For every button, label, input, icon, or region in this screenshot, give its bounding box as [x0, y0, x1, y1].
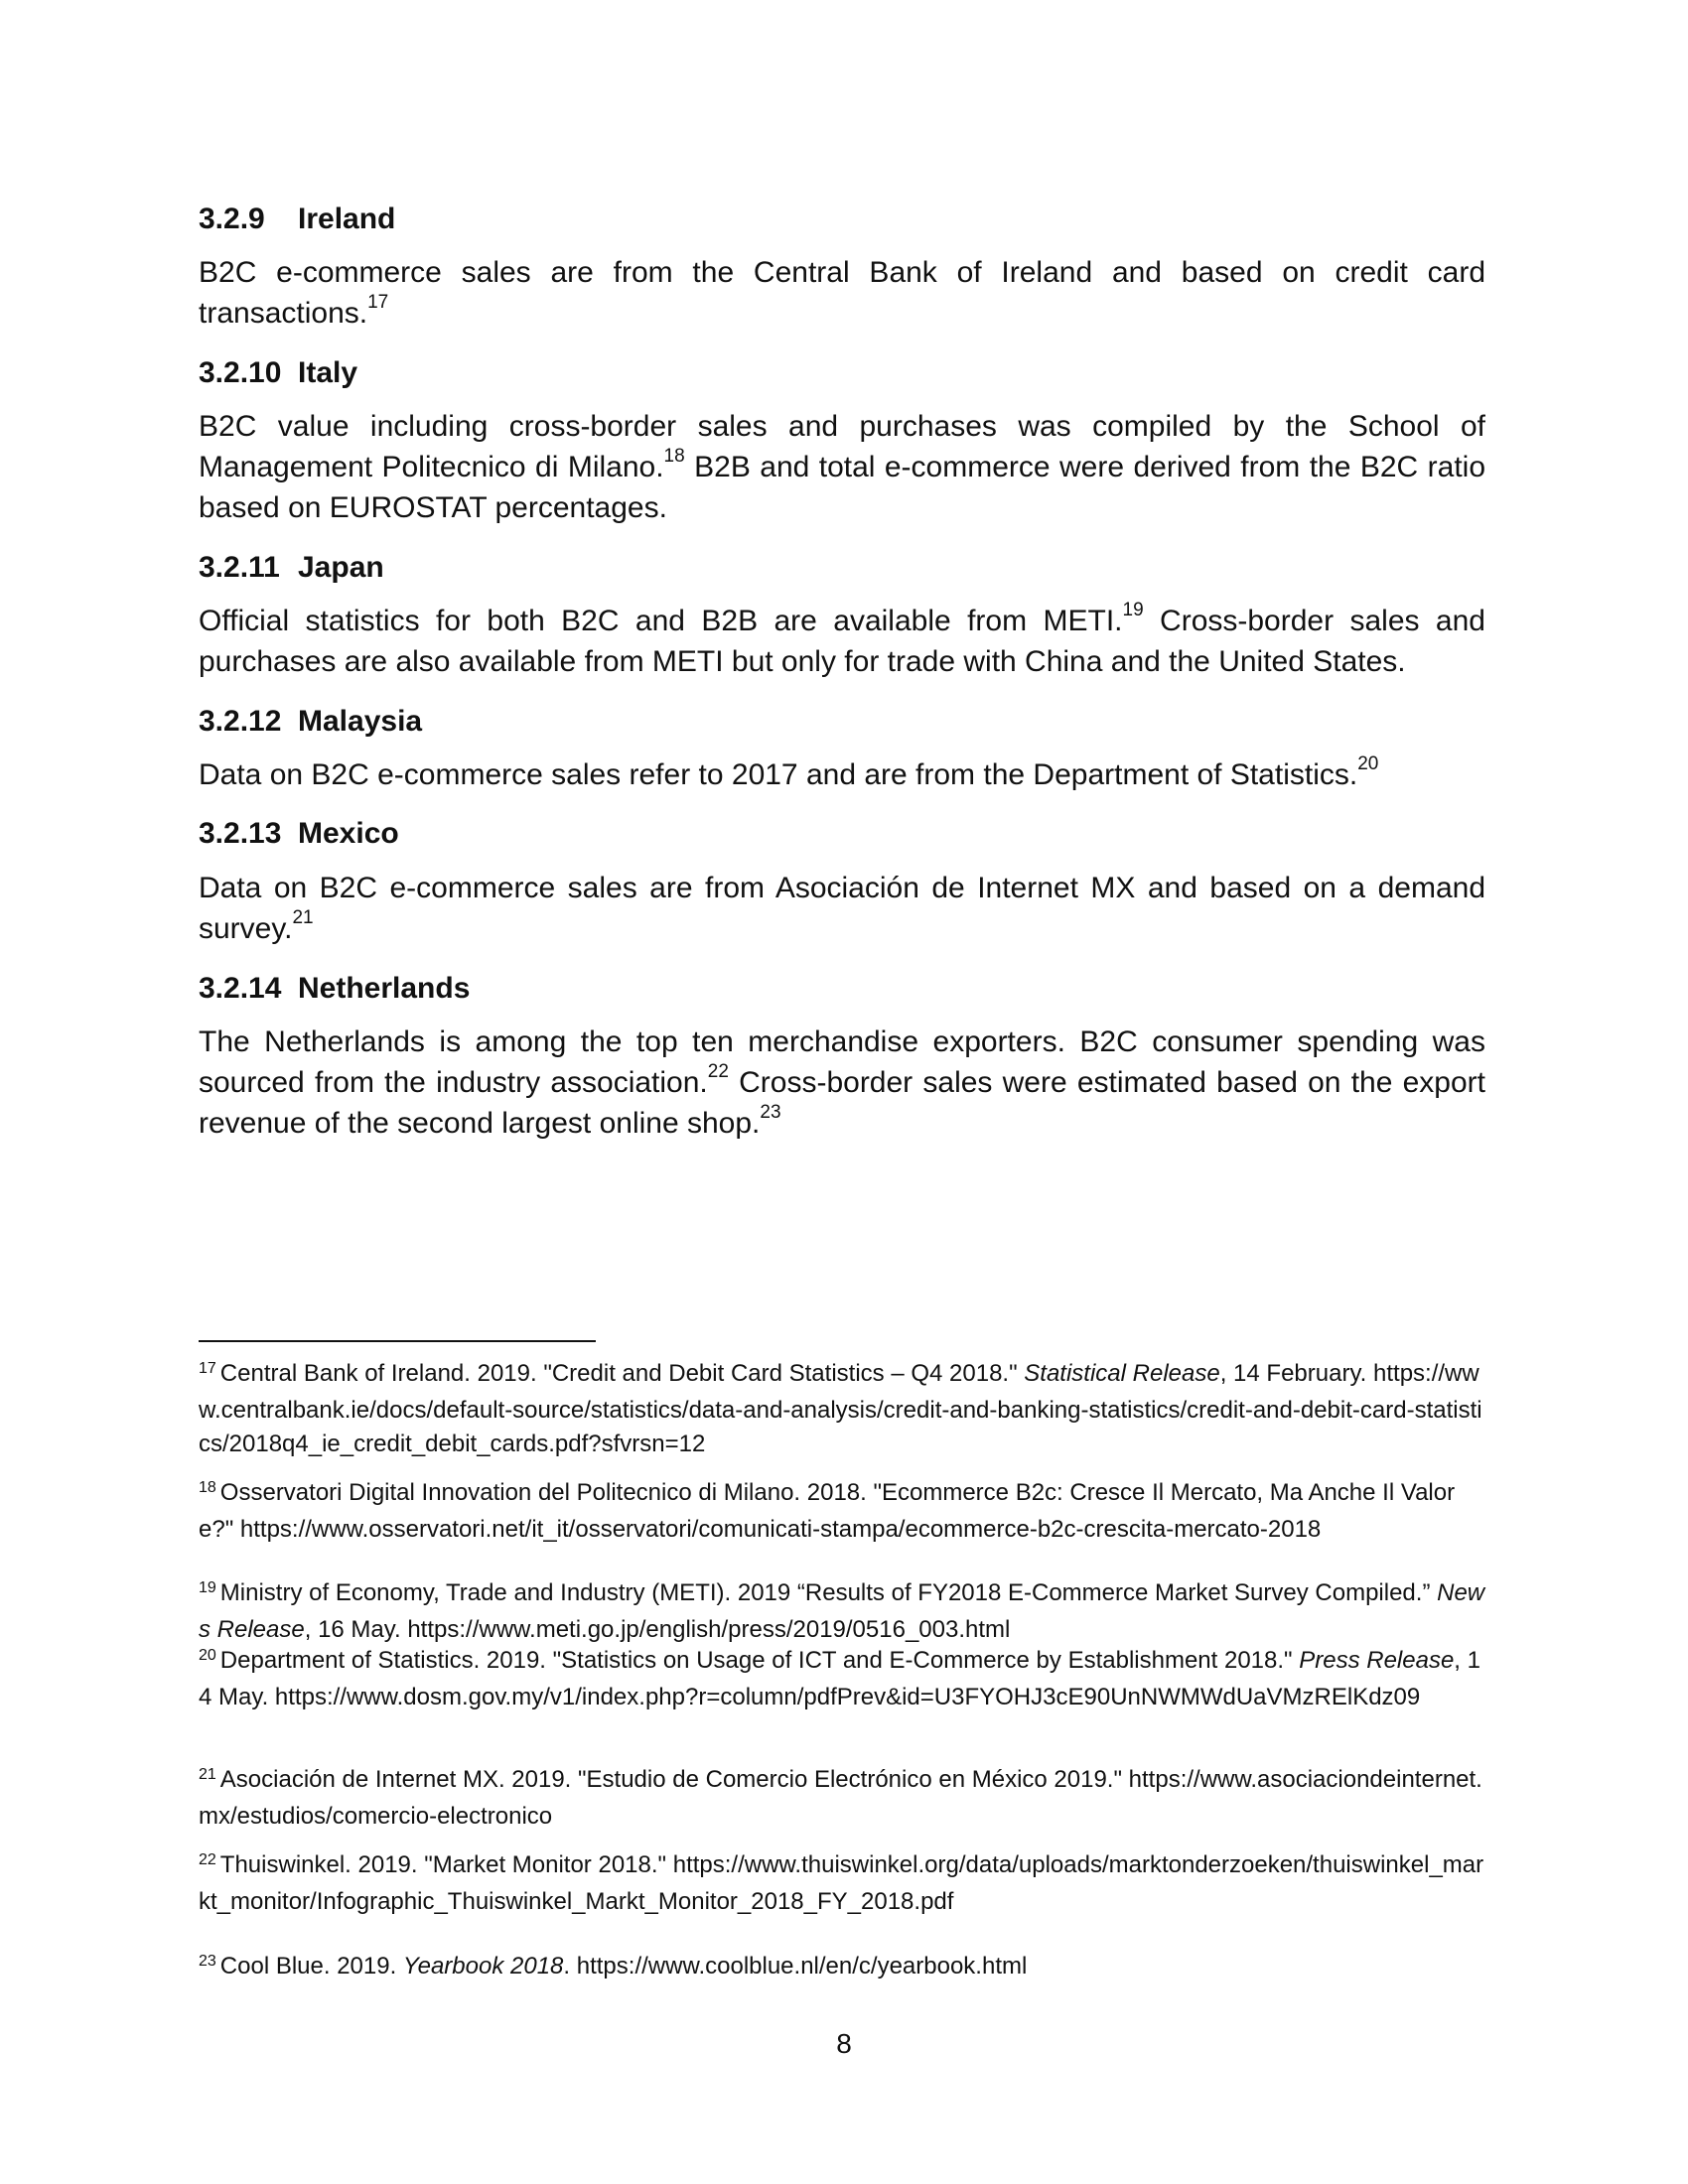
- footnote-text[interactable]: Asociación de Internet MX. 2019. "Estudio de Comercio Electrónico en México 2019." https://www.asociaciondeinternet.mx/estudios/comercio-electronico: [199, 1766, 1482, 1830]
- section-number: 3.2.12: [199, 705, 282, 738]
- paragraph-text: Official statistics for both B2C and B2B are available from METI.: [199, 605, 1123, 637]
- section-title: Italy: [298, 356, 358, 389]
- section-title: Netherlands: [298, 972, 471, 1005]
- section-paragraph-italy: [199, 406, 1485, 528]
- section-title: Japan: [298, 551, 384, 584]
- footnote-number: 22: [199, 1851, 216, 1868]
- section-paragraph-netherlands: [199, 1022, 1485, 1144]
- paragraph-text: B2C e-commerce sales are from the Central Bank of Ireland and based on credit card transactions.: [199, 256, 1485, 330]
- page-number: 8: [836, 2028, 852, 2059]
- footnote-number: 17: [199, 1360, 216, 1377]
- footnote-italic-text: Press Release: [1299, 1647, 1455, 1674]
- footnote-italic-text: Yearbook 2018: [402, 1953, 564, 1979]
- footnote-link-text[interactable]: , 16 May. https://www.meti.go.jp/english/press/2019/0516_003.html: [304, 1616, 1011, 1643]
- section-number: 3.2.11: [199, 551, 280, 584]
- section-paragraph-japan: [199, 601, 1485, 682]
- footnote-text[interactable]: Osservatori Digital Innovation del Politecnico di Milano. 2018. "Ecommerce B2c: Cresce Il Mercato, Ma Anche Il Valore?" https://www.osservatori.net/it_it/osservatori/comunicati-stampa/ecommerce-b2c-crescita-mercato-2018: [199, 1479, 1456, 1543]
- footnote-ref[interactable]: 19: [1122, 600, 1144, 620]
- section-number: 3.2.14: [199, 972, 282, 1005]
- section-number: 3.2.10: [199, 356, 282, 389]
- footnote-text: Department of Statistics. 2019. "Statistics on Usage of ICT and E-Commerce by Establishment 2018.": [219, 1647, 1300, 1674]
- footnote-ref[interactable]: 23: [760, 1102, 781, 1123]
- section-number: 3.2.9: [199, 203, 265, 235]
- footnote-text: Cool Blue. 2019.: [219, 1953, 403, 1979]
- section-heading-ireland: [199, 202, 395, 237]
- footnote-italic-text: News Release: [199, 1579, 1485, 1643]
- paragraph-text-continued: Cross-border sales and purchases are also available from METI but only for trade with China and the United States.: [199, 605, 1485, 678]
- footnote-22: [199, 1848, 1489, 1919]
- paragraph-text: Data on B2C e-commerce sales are from Asociación de Internet MX and based on a demand survey.: [199, 872, 1485, 945]
- footnote-number: 21: [199, 1766, 216, 1783]
- section-paragraph-ireland: [199, 252, 1485, 334]
- paragraph-text: Data on B2C e-commerce sales refer to 2017 and are from the Department of Statistics.: [199, 758, 1358, 791]
- footnote-21: [199, 1763, 1489, 1834]
- section-title: Mexico: [298, 817, 399, 850]
- footnote-ref[interactable]: 18: [663, 446, 685, 467]
- footnote-ref[interactable]: 17: [367, 292, 389, 313]
- footnote-ref[interactable]: 20: [1357, 753, 1379, 774]
- footnote-italic-text: Statistical Release: [1024, 1360, 1220, 1387]
- paragraph-text: The Netherlands is among the top ten merchandise exporters. B2C consumer spending was sourced from the industry association.: [199, 1025, 1485, 1099]
- section-heading-italy: [199, 355, 357, 391]
- footnote-number: 19: [199, 1579, 216, 1596]
- section-number: 3.2.13: [199, 817, 282, 850]
- footnote-link-text[interactable]: . https://www.coolblue.nl/en/c/yearbook.html: [563, 1953, 1028, 1979]
- footnote-link-text[interactable]: , 14 February. https://www.centralbank.ie/docs/default-source/statistics/data-and-analysis/credit-and-banking-statistics/credit-and-debit-card-statistics/2018q4_ie_credit_debit_cards.pdf?sfvrsn=12: [199, 1360, 1482, 1457]
- section-heading-mexico: [199, 816, 399, 852]
- paragraph-text-continued: Cross-border sales were estimated based on the export revenue of the second largest online shop.: [199, 1066, 1485, 1140]
- footnote-separator: [199, 1340, 596, 1342]
- footnote-link-text[interactable]: , 14 May. https://www.dosm.gov.my/v1/index.php?r=column/pdfPrev&id=U3FYOHJ3cE90UnNWMWdUaVMzRElKdz09: [199, 1647, 1480, 1710]
- section-paragraph-malaysia: [199, 754, 1485, 795]
- footnote-text[interactable]: Thuiswinkel. 2019. "Market Monitor 2018." https://www.thuiswinkel.org/data/uploads/marktonderzoeken/thuiswinkel_markt_monitor/Infographic_Thuiswinkel_Markt_Monitor_2018_FY_2018.pdf: [199, 1851, 1484, 1915]
- footnote-number: 18: [199, 1479, 216, 1496]
- paragraph-text: B2C value including cross-border sales and purchases was compiled by the School of Management Politecnico di Milano.: [199, 410, 1485, 483]
- footnote-23: [199, 1950, 1489, 1986]
- footnote-ref[interactable]: 21: [292, 907, 314, 928]
- section-heading-netherlands: [199, 971, 470, 1007]
- section-heading-japan: [199, 550, 384, 586]
- footnote-20: [199, 1644, 1489, 1714]
- section-paragraph-mexico: [199, 868, 1485, 949]
- footnote-number: 20: [199, 1647, 216, 1664]
- section-title: Ireland: [298, 203, 396, 235]
- footnote-17: [199, 1357, 1489, 1461]
- footnote-ref[interactable]: 22: [707, 1061, 729, 1082]
- footnote-text: Ministry of Economy, Trade and Industry (METI). 2019 “Results of FY2018 E-Commerce Market Survey Compiled.”: [219, 1579, 1438, 1606]
- section-title: Malaysia: [298, 705, 423, 738]
- footnote-19: [199, 1576, 1489, 1647]
- footnote-18: [199, 1476, 1489, 1547]
- paragraph-text-continued: B2B and total e-commerce were derived from the B2C ratio based on EUROSTAT percentages.: [199, 451, 1486, 524]
- footnote-number: 23: [199, 1953, 216, 1970]
- footnote-text: Central Bank of Ireland. 2019. "Credit and Debit Card Statistics – Q4 2018.": [219, 1360, 1025, 1387]
- section-heading-malaysia: [199, 704, 422, 740]
